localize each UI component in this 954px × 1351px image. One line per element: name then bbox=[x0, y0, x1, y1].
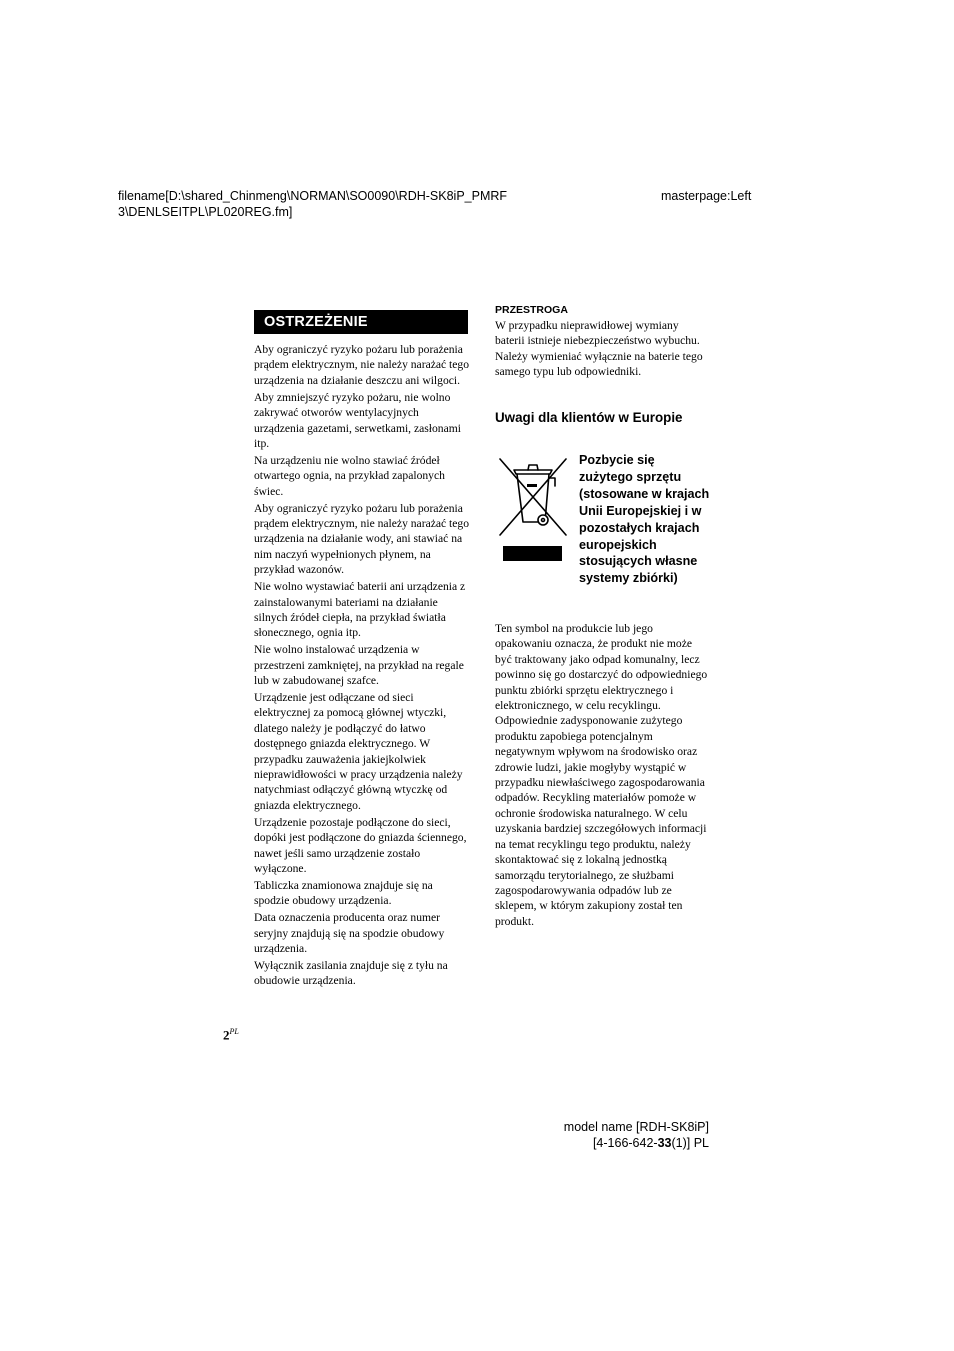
warning-heading: OSTRZEŻENIE bbox=[254, 310, 468, 334]
part-number-suffix: (1)] PL bbox=[671, 1136, 709, 1150]
warning-paragraph: Aby ograniczyć ryzyko pożaru lub porażenia prądem elektrycznym, nie należy narażać tego urządzenia na działanie wody, ani stawiać na nim naczyń wypełnionych płynem, na przykład wazonów. bbox=[254, 501, 470, 577]
warning-paragraph: Wyłącznik zasilania znajduje się z tyłu na obudowie urządzenia. bbox=[254, 958, 448, 988]
caution-body bbox=[495, 318, 711, 381]
warning-paragraph: Urządzenie jest odłączane od sieci elektrycznej za pomocą głównej wtyczki, dlatego należy je podłączyć do łatwo dostępnego gniazda elektrycznego. W przypadku zauważenia jakiejkolwiek nieprawidłowości w pracy urządzenia należy natychmiast odłączyć główną wtyczkę od gniazda elektrycznego. bbox=[254, 690, 463, 812]
model-name: model name [RDH-SK8iP] bbox=[563, 1120, 709, 1134]
page-number bbox=[223, 1024, 239, 1043]
warning-paragraph: Tabliczka znamionowa znajduje się na spodzie obudowy urządzenia. bbox=[254, 878, 433, 908]
warning-paragraph: Urządzenie pozostaje podłączone do sieci, dopóki jest podłączone do gniazda ściennego, nawet jeśli samo urządzenie zostało wyłączone. bbox=[254, 815, 467, 875]
meta-filename-line1: filename[D:\shared_Chinmeng\NORMAN\SO0090\RDH-SK8iP_PMRF bbox=[118, 189, 508, 203]
warning-paragraph: Data oznaczenia producenta oraz numer seryjny znajdują się na spodzie obudowy urządzenia. bbox=[254, 911, 445, 955]
footer-model-info bbox=[564, 1119, 709, 1151]
warning-paragraph: Nie wolno wystawiać baterii ani urządzenia z zainstalowanymi bateriami na działanie silnych źródeł ciepła, na przykład światła słonecznego, ognia itp. bbox=[254, 580, 466, 640]
warning-paragraph: Aby ograniczyć ryzyko pożaru lub porażenia prądem elektrycznym, nie należy narażać tego urządzenia na działanie deszczu ani wilgoci. bbox=[254, 343, 470, 387]
caution-text: W przypadku nieprawidłowej wymiany baterii istnieje niebezpieczeństwo wybuchu. Należy wymieniać wyłącznie na baterie tego samego typu lub odpowiedniki. bbox=[495, 319, 703, 379]
page-language: PL bbox=[229, 1027, 239, 1036]
bin-symbol-bar bbox=[503, 546, 562, 561]
warning-paragraph: Nie wolno instalować urządzenia w przestrzeni zamkniętej, na przykład na regale lub w zabudowanej szafce. bbox=[254, 643, 464, 688]
part-number-bold: 33 bbox=[657, 1136, 672, 1150]
disposal-text: Ten symbol na produkcie lub jego opakowaniu oznacza, że produkt nie może być traktowany jako odpad komunalny, lecz powinno się go dostarczyć do odpowiedniego punktu zbiórki sprzętu elektrycznego i elektronicznego, w celu recyklingu. Odpowiednie zadysponowanie zużytego produktu zapobiega potencjalnym negatywnym wpływom na środowisko oraz zdrowie ludzi, jakie mogłyby wystąpić w przypadku niewłaściwego zagospodarowania odpadów. Recykling materiałów pomoże w ochronie środowiska naturalnego. W celu uzyskania bardziej szczegółowych informacji na temat recyklingu tego produktu, należy skontaktować się z lokalną jednostką samorządu terytorialnego, ze służbami zagospodarowywania odpadów lub ze sklepem, w którym zakupiony został ten produkt. bbox=[495, 622, 708, 928]
warning-paragraph: Aby zmniejszyć ryzyko pożaru, nie wolno zakrywać otworów wentylacyjnych urządzenia gazetami, serwetkami, zasłonami itp. bbox=[254, 390, 461, 450]
warning-body bbox=[254, 342, 470, 990]
caution-heading: PRZESTROGA bbox=[495, 304, 568, 316]
disposal-body bbox=[495, 621, 711, 931]
part-number bbox=[564, 1135, 709, 1151]
meta-masterpage: masterpage:Left bbox=[661, 189, 752, 203]
meta-filename-line2: 3\DENLSEITPL\PL020REG.fm] bbox=[118, 205, 293, 219]
page-number-value: 2 bbox=[223, 1027, 230, 1043]
eu-notes-heading: Uwagi dla klientów w Europie bbox=[495, 410, 683, 425]
crossed-out-wheelie-bin-icon bbox=[497, 456, 569, 538]
meta-filename bbox=[118, 188, 558, 220]
disposal-heading: Pozbycie się zużytego sprzętu (stosowane w krajach Unii Europejskiej i w pozostałych krajach europejskich stosujących własne systemy zbiórki) bbox=[579, 453, 710, 586]
warning-paragraph: Na urządzeniu nie wolno stawiać źródeł otwartego ognia, na przykład zapalonych świec. bbox=[254, 453, 445, 498]
part-number-prefix: [4-166-642- bbox=[592, 1136, 658, 1150]
